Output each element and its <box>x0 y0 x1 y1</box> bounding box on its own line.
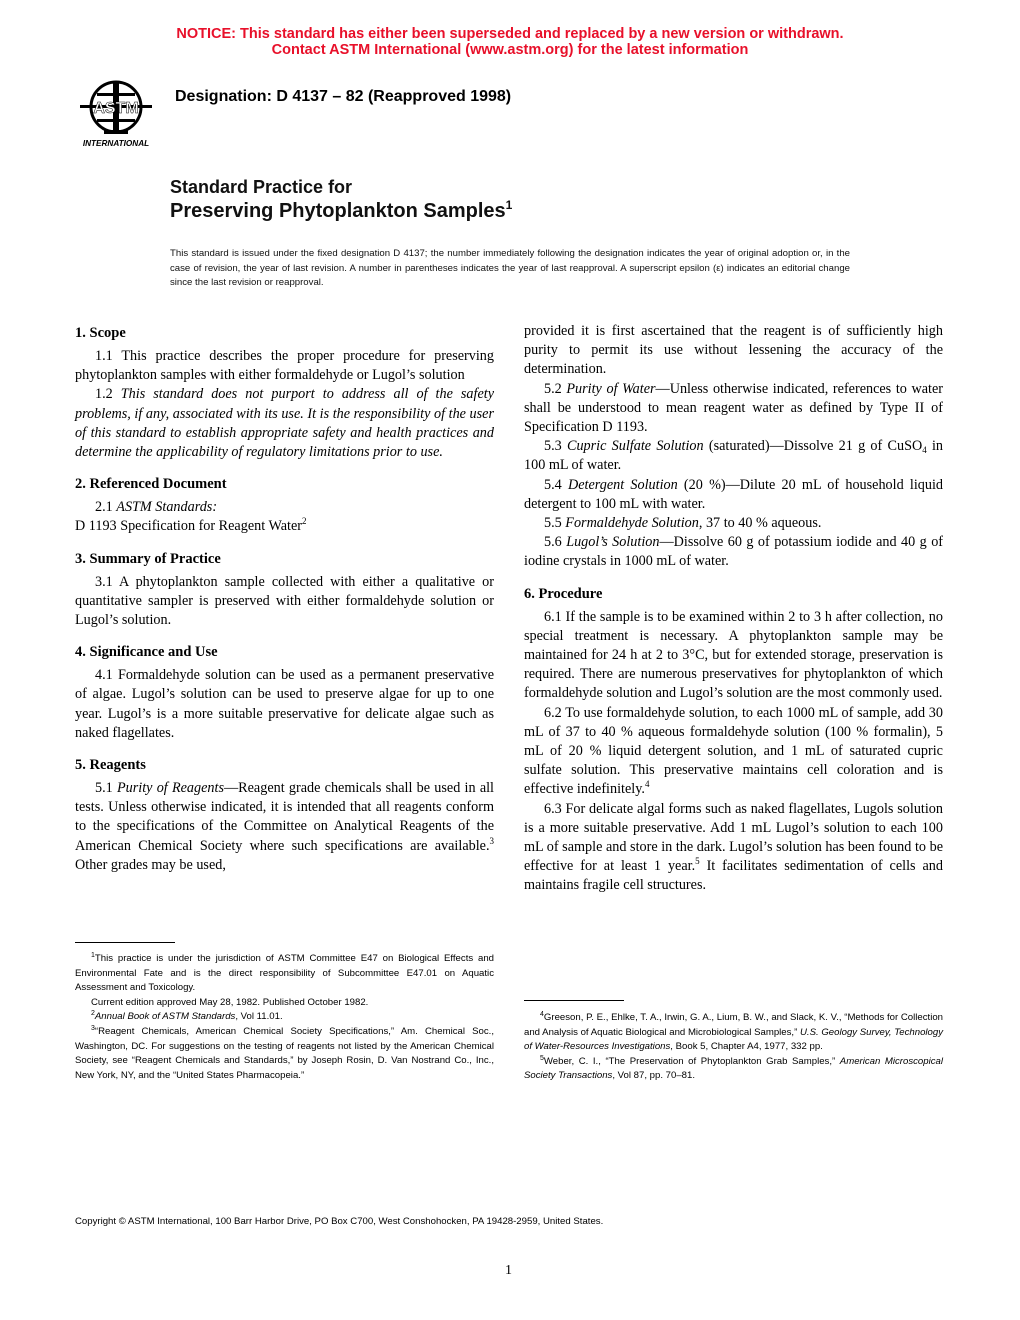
section-5-5: 5.5 Formaldehyde Solution, 37 to 40 % aqueous. <box>544 515 822 532</box>
section-6-3: 6.3 For delicate algal forms such as naked flagellates, Lugols solution is a more suitable preservative. Add 1 mL Lugol’s solution to each 100 mL of sample and store in the dark. Lugol’s solution has been found to be effective for at least 1 year.$^5$ It facilitates sedimentation of cells and maintains fragile cell structures. <box>524 800 943 894</box>
issuance-note: This standard is issued under the fixed designation D 4137; the number immediately following the designation indicates the year of original adoption or, in the case of revision, the year of last revision. A number in parentheses indicates the year of last reapproval. A superscript epsilon (ε) indicates an editorial change since the last revision or reapproval. <box>170 248 850 288</box>
footnotes-left <box>75 952 494 1083</box>
section-1-2: 1.2 This standard does not purport to address all of the safety problems, if any, associated with its use. It is the responsibility of the user of this standard to establish appropriate safety and health practices and determine the applicability of regulatory limitations prior to use. <box>75 386 494 461</box>
section-3-1: 3.1 A phytoplankton sample collected with either a qualitative or quantitative sampler is preserved with either formaldehyde solution or Lugol’s solution. <box>75 573 494 629</box>
section-1-1: 1.1 This practice describes the proper procedure for preserving phytoplankton samples with either formaldehyde or Lugol’s solution <box>75 348 494 384</box>
withdrawal-notice <box>0 26 1020 58</box>
section-5-3: 5.3 Cupric Sulfate Solution (saturated)—Dissolve 21 g of CuSO$_4$ in 100 mL of water. <box>524 438 943 474</box>
section-4-heading: 4. Significance and Use <box>75 644 218 661</box>
left-column <box>75 322 494 875</box>
footnote-3: $^3$“Reagent Chemicals, American Chemical Society Specifications,” Am. Chemical Soc., Washington, DC. For suggestions on the testing of reagents not listed by the American Chemical Society, see “Reagent Chemicals and Standards,” by Joseph Rosin, D. Van Nostrand Co., Inc., New York, NY, and the “United States Pharmacopeia.” <box>75 1024 494 1081</box>
footnote-2: $^2$Annual Book of ASTM Standards, Vol 11.01. <box>91 1010 283 1023</box>
footnote-1: $^1$This practice is under the jurisdiction of ASTM Committee E47 on Biological Effects and Environmental Fate and is the direct responsibility of Subcommittee E47.01 on Aquatic Assessment and Toxicology. <box>75 952 494 994</box>
section-6-2: 6.2 To use formaldehyde solution, to each 1000 mL of sample, add 30 mL of 37 to 40 % aqueous formaldehyde solution (100 % formalin), 5 mL of 20 % liquid detergent solution, and 1 mL of saturated cupric sulfate solution. This preservative maintains cell coloration and is effective indefinitely.$^4$ <box>524 704 943 798</box>
title-line-2: Preserving Phytoplankton Samples <box>170 200 506 222</box>
footnote-5: $^5$Weber, C. I., “The Preservation of Phytoplankton Grab Samples,” American Microscopical Society Transactions, Vol 87, pp. 70–81. <box>524 1054 944 1082</box>
footnote-1b: Current edition approved May 28, 1982. Published October 1982. <box>91 996 369 1008</box>
footnotes-right <box>524 1011 943 1084</box>
logo-letters: ASTM <box>93 100 139 117</box>
section-5-1-continued: provided it is first ascertained that the reagent is of sufficiently high purity to permit its use without lessening the accuracy of the determination. <box>524 323 943 378</box>
section-3-heading: 3. Summary of Practice <box>75 550 221 567</box>
footnote-rule-left <box>75 942 175 943</box>
copyright-line: Copyright © ASTM International, 100 Barr Harbor Drive, PO Box C700, West Conshohocken, PA 19428-2959, United States. <box>75 1216 604 1227</box>
logo-subtext: INTERNATIONAL <box>82 139 150 148</box>
right-column <box>524 322 943 896</box>
section-5-4: 5.4 Detergent Solution (20 %)—Dilute 20 mL of household liquid detergent to 100 mL with water. <box>524 476 944 512</box>
section-6-1: 6.1 If the sample is to be examined within 2 to 3 h after collection, no special treatment is necessary. A phytoplankton sample may be maintained for 24 h at 2 to 3°C, but for extended storage, preservation is required. There are numerous preservatives for phytoplankton of which formaldehyde solution and Lugol’s solution are the most commonly used. <box>524 608 943 702</box>
page-number: 1 <box>505 1263 512 1278</box>
section-5-heading: 5. Reagents <box>75 757 146 774</box>
section-2-heading: 2. Referenced Document <box>75 476 227 493</box>
section-2-1: 2.1 ASTM Standards: <box>95 499 218 516</box>
section-1-heading: 1. Scope <box>75 325 126 341</box>
title-footnote-mark: 1 <box>505 198 513 212</box>
astm-logo <box>70 75 162 150</box>
designation: Designation: D 4137 – 82 (Reapproved 1998) <box>175 88 512 105</box>
notice-line-2: Contact ASTM International (www.astm.org) for the latest information <box>271 42 749 58</box>
title-line-1: Standard Practice for <box>170 177 353 197</box>
section-5-2: 5.2 Purity of Water—Unless otherwise indicated, references to water shall be understood to mean reagent water as defined by Type II of Specification D 1193. <box>524 380 944 436</box>
section-5-6: 5.6 Lugol’s Solution—Dissolve 60 g of potassium iodide and 40 g of iodine crystals in 1000 mL of water. <box>524 534 944 570</box>
notice-line-1: NOTICE: This standard has either been superseded and replaced by a new version or withdrawn. <box>176 26 844 42</box>
document-title <box>170 176 512 224</box>
section-6-heading: 6. Procedure <box>524 585 603 602</box>
footnote-rule-right <box>524 1000 624 1001</box>
section-5-1: 5.1 Purity of Reagents—Reagent grade chemicals shall be used in all tests. Unless otherwise indicated, it is intended that all reagents conform to the specifications of the Committee on Analytical Reagents of the American Chemical Society where such specifications are available.$^3$ Other grades may be used, <box>75 780 494 873</box>
footnote-4: $^4$Greeson, P. E., Ehlke, T. A., Irwin, G. A., Lium, B. W., and Slack, K. V., “Methods for Collection and Analysis of Aquatic Biological and Microbiological Samples,” U.S. Geology Survey, Technology of Water-Resources Investigations, Book 5, Chapter A4, 1977, 332 pp. <box>524 1011 944 1053</box>
section-4-1: 4.1 Formaldehyde solution can be used as a permanent preservative of algae. Lugol’s solution can be used to preserve algae for up to one year. Lugol’s is a more suitable preservative for delicate algae such as naked flagellates. <box>75 667 494 741</box>
reference-d1193: D 1193 Specification for Reagent Water$^2$ <box>75 516 307 535</box>
